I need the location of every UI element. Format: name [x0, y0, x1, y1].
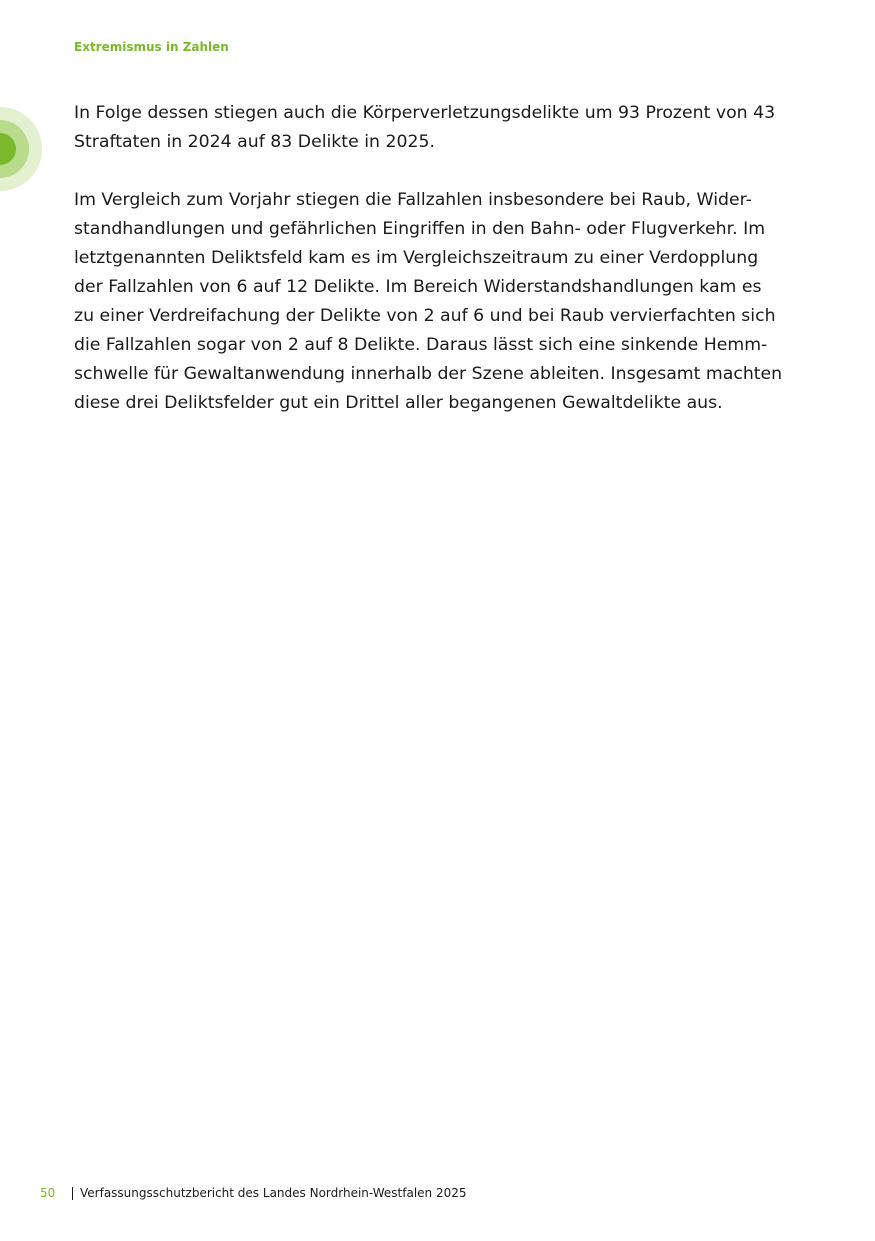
text-line: Straftaten in 2024 auf 83 Delikte in 2025. [74, 132, 435, 152]
text-line: zu einer Verdreifachung der Delikte von 2 auf 6 und bei Raub vervierfachten sich [74, 306, 776, 326]
page-footer [40, 1186, 467, 1200]
decorative-circle-icon [0, 107, 42, 191]
section-header: Extremismus in Zahlen [74, 40, 229, 54]
page-number: 50 [40, 1186, 56, 1200]
text-line: In Folge dessen stiegen auch die Körperverletzungsdelikte um 93 Prozent von 43 [74, 103, 776, 123]
text-line: diese drei Deliktsfelder gut ein Drittel aller begangenen Gewaltdelikte aus. [74, 393, 723, 413]
text-line: Im Vergleich zum Vorjahr stiegen die Fallzahlen insbesondere bei Raub, Wider- [74, 190, 752, 210]
text-line: standhandlungen und gefährlichen Eingriffen in den Bahn- oder Flugverkehr. Im [74, 219, 766, 239]
text-line: schwelle für Gewaltanwendung innerhalb der Szene ableiten. Insgesamt machten [74, 364, 783, 384]
text-line: die Fallzahlen sogar von 2 auf 8 Delikte. Daraus lässt sich eine sinkende Hemm- [74, 335, 768, 355]
text-line: letztgenannten Deliktsfeld kam es im Vergleichszeitraum zu einer Verdopplung [74, 248, 759, 268]
body-text [74, 99, 804, 447]
paragraph-2 [74, 186, 804, 418]
publication-title: Verfassungsschutzbericht des Landes Nordrhein-Westfalen 2025 [80, 1186, 467, 1200]
footer-divider [72, 1187, 73, 1200]
text-line: der Fallzahlen von 6 auf 12 Delikte. Im Bereich Widerstandshandlungen kam es [74, 277, 762, 297]
paragraph-1 [74, 99, 804, 157]
